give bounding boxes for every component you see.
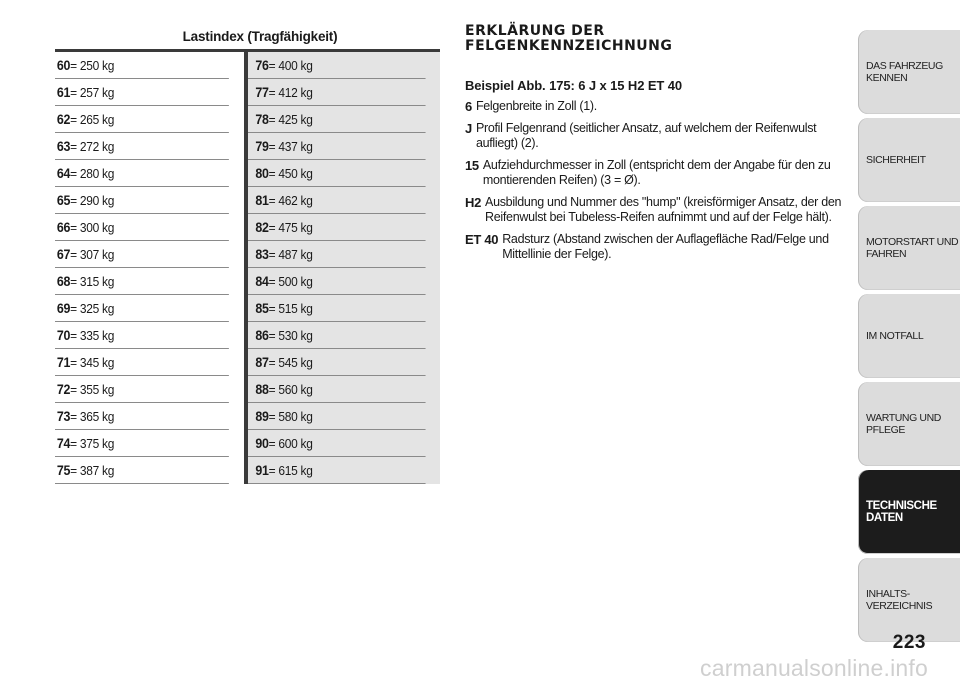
- chapter-tab[interactable]: MOTORSTART UND FAHREN: [858, 206, 960, 290]
- load-weight: = 325 kg: [70, 301, 115, 316]
- section-heading-line1: ERKLÄRUNG DER: [465, 23, 605, 39]
- load-weight: = 412 kg: [268, 85, 313, 100]
- load-index: 79: [254, 139, 269, 154]
- load-weight: = 450 kg: [268, 166, 313, 181]
- load-weight: = 272 kg: [70, 139, 115, 154]
- load-index: 77: [254, 85, 269, 100]
- table-row: [248, 79, 425, 106]
- load-index: 72: [56, 382, 71, 397]
- table-row: [248, 403, 425, 430]
- load-weight: = 335 kg: [70, 328, 115, 343]
- table-row: [248, 133, 425, 160]
- definition-key: J: [465, 121, 472, 136]
- load-index: 73: [56, 409, 71, 424]
- chapter-tab[interactable]: IM NOTFALL: [858, 294, 960, 378]
- load-weight: = 400 kg: [268, 58, 313, 73]
- page-number: 223: [892, 632, 926, 653]
- table-grid: [55, 52, 440, 484]
- table-column-right: [248, 52, 441, 484]
- definition-key: 15: [465, 158, 479, 173]
- table-row: [55, 268, 228, 295]
- load-index: 70: [56, 328, 71, 343]
- load-weight: = 515 kg: [268, 301, 313, 316]
- load-weight: = 387 kg: [70, 463, 115, 478]
- definition-text: Felgenbreite in Zoll (1).: [475, 99, 597, 113]
- table-row: [55, 79, 228, 106]
- load-index: 62: [56, 112, 71, 127]
- load-weight: = 250 kg: [70, 58, 115, 73]
- load-weight: = 462 kg: [268, 193, 313, 208]
- table-row: [248, 268, 425, 295]
- table-column-left: [55, 52, 248, 484]
- table-row: [55, 430, 228, 457]
- load-index: 66: [56, 220, 71, 235]
- table-row: [248, 187, 425, 214]
- load-weight: = 530 kg: [268, 328, 313, 343]
- load-index: 91: [254, 463, 269, 478]
- chapter-tab[interactable]: DAS FAHRZEUG KENNEN: [858, 30, 960, 114]
- load-weight: = 487 kg: [268, 247, 313, 262]
- load-weight: = 345 kg: [70, 355, 115, 370]
- table-row: [248, 295, 425, 322]
- table-row: [55, 214, 228, 241]
- load-index: 80: [254, 166, 269, 181]
- load-index: 67: [56, 247, 71, 262]
- table-row: [55, 241, 228, 268]
- load-weight: = 560 kg: [268, 382, 313, 397]
- load-index: 86: [254, 328, 269, 343]
- chapter-tab[interactable]: INHALTS- VERZEICHNIS: [858, 558, 960, 642]
- table-row: [55, 52, 228, 79]
- load-weight: = 545 kg: [268, 355, 313, 370]
- load-index: 76: [254, 58, 269, 73]
- load-index: 63: [56, 139, 71, 154]
- definition-text: Profil Felgenrand (seitlicher Ansatz, auf welchem der Reifenwulst aufliegt) (2).: [475, 121, 817, 150]
- load-index: 84: [254, 274, 269, 289]
- load-weight: = 500 kg: [268, 274, 313, 289]
- definition-text: Ausbildung und Nummer des "hump" (kreisförmiger Ansatz, der den Reifenwulst bei Tubeless-Reifen aufnimmt und auf der Felge hält).: [485, 195, 842, 224]
- load-index: 90: [254, 436, 269, 451]
- table-row: [55, 457, 228, 484]
- definition-item: [465, 195, 850, 225]
- load-index: 64: [56, 166, 71, 181]
- definition-list: [465, 99, 850, 262]
- load-index: 83: [254, 247, 269, 262]
- definition-item: [465, 158, 850, 188]
- load-index-table: [55, 27, 440, 484]
- section-heading: [465, 24, 850, 54]
- table-row: [55, 160, 228, 187]
- definition-text: Aufziehdurchmesser in Zoll (entspricht dem der Angabe für den zu montierenden Reifen) (3 = Ø).: [482, 158, 831, 187]
- chapter-tab[interactable]: WARTUNG UND PFLEGE: [858, 382, 960, 466]
- definition-key: ET 40: [465, 232, 499, 247]
- chapter-tab[interactable]: SICHERHEIT: [858, 118, 960, 202]
- load-index: 87: [254, 355, 269, 370]
- load-weight: = 365 kg: [70, 409, 115, 424]
- table-row: [248, 106, 425, 133]
- load-index: 61: [56, 85, 71, 100]
- load-index: 88: [254, 382, 269, 397]
- load-weight: = 300 kg: [70, 220, 115, 235]
- load-weight: = 615 kg: [268, 463, 313, 478]
- table-row: [248, 322, 425, 349]
- load-index: 81: [254, 193, 269, 208]
- load-weight: = 437 kg: [268, 139, 313, 154]
- load-index: 68: [56, 274, 71, 289]
- chapter-tabs: [858, 30, 960, 646]
- load-index: 71: [56, 355, 71, 370]
- definition-text: Radsturz (Abstand zwischen der Auflagefläche Rad/Felge und Mittellinie der Felge).: [502, 232, 829, 261]
- definition-item: [465, 121, 850, 151]
- load-index: 60: [56, 58, 71, 73]
- example-line: Beispiel Abb. 175: 6 J x 15 H2 ET 40: [465, 78, 683, 93]
- load-index: 74: [56, 436, 71, 451]
- chapter-tab[interactable]: TECHNISCHE DATEN: [858, 470, 960, 554]
- load-weight: = 265 kg: [70, 112, 115, 127]
- table-row: [248, 214, 425, 241]
- load-weight: = 375 kg: [70, 436, 115, 451]
- table-row: [55, 187, 228, 214]
- table-row: [55, 403, 228, 430]
- table-row: [248, 430, 425, 457]
- load-index: 89: [254, 409, 269, 424]
- definition-key: H2: [465, 195, 482, 210]
- definition-key: 6: [465, 99, 472, 114]
- load-index: 69: [56, 301, 71, 316]
- section-heading-line2: FELGENKENNZEICHNUNG: [465, 38, 673, 54]
- load-weight: = 355 kg: [70, 382, 115, 397]
- table-row: [55, 133, 228, 160]
- load-index: 75: [56, 463, 71, 478]
- rim-marking-explanation: [465, 24, 850, 269]
- table-row: [55, 295, 228, 322]
- load-weight: = 475 kg: [268, 220, 313, 235]
- table-row: [55, 376, 228, 403]
- load-weight: = 290 kg: [70, 193, 115, 208]
- definition-item: [465, 99, 850, 114]
- load-weight: = 315 kg: [70, 274, 115, 289]
- load-weight: = 580 kg: [268, 409, 313, 424]
- load-weight: = 307 kg: [70, 247, 115, 262]
- table-row: [248, 160, 425, 187]
- table-row: [248, 457, 425, 484]
- table-row: [248, 376, 425, 403]
- table-row: [248, 349, 425, 376]
- definition-item: [465, 232, 850, 262]
- load-index: 78: [254, 112, 269, 127]
- load-weight: = 257 kg: [70, 85, 115, 100]
- load-index: 82: [254, 220, 269, 235]
- load-index: 85: [254, 301, 269, 316]
- table-row: [55, 349, 228, 376]
- table-row: [248, 52, 425, 79]
- table-row: [55, 106, 228, 133]
- watermark: carmanualsonline.info: [700, 655, 928, 681]
- table-row: [248, 241, 425, 268]
- load-weight: = 425 kg: [268, 112, 313, 127]
- load-weight: = 600 kg: [268, 436, 313, 451]
- load-weight: = 280 kg: [70, 166, 115, 181]
- table-title: Lastindex (Tragfähigkeit): [55, 27, 440, 52]
- load-index: 65: [56, 193, 71, 208]
- table-row: [55, 322, 228, 349]
